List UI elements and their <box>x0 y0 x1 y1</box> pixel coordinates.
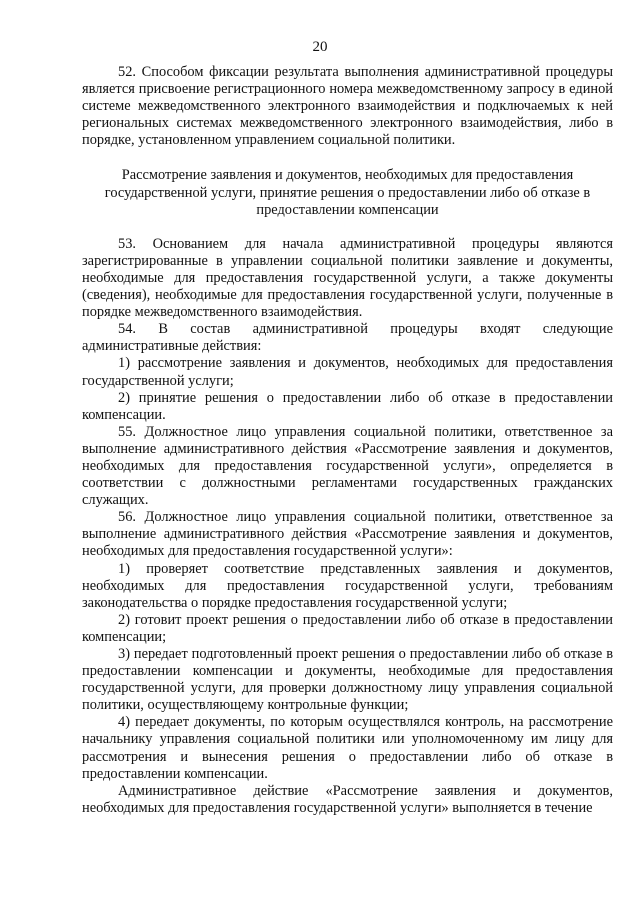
paragraph-56-item-1: 1) проверяет соответствие представленных заявления и документов, необходимых для предоставления государственной услуги, требованиям законодательства о порядке предоставления государственной услуги; <box>82 560 613 611</box>
paragraph-54-item-1: 1) рассмотрение заявления и документов, необходимых для предоставления государственной услуги; <box>82 355 613 389</box>
page-number: 20 <box>312 39 328 55</box>
paragraph-56-item-2: 2) готовит проект решения о предоставлении либо об отказе в предоставлении компенсации; <box>82 611 613 645</box>
paragraph-54-item-2: 2) принятие решения о предоставлении либо об отказе в предоставлении компенсации. <box>82 389 613 423</box>
paragraph-55: 55. Должностное лицо управления социальной политики, ответственное за выполнение административного действия «Рассмотрение заявления и документов, необходимых для предоставления государственной услуги», определяется в соответствии с должностными регламентами государственных гражданских служащих. <box>82 423 613 509</box>
paragraph-closing: Административное действие «Рассмотрение заявления и документов, необходимых для предоставления государственной услуги» выполняется в течение <box>82 782 613 816</box>
paragraph-53: 53. Основанием для начала административной процедуры являются зарегистрированные в управлении социальной политики заявление и документы, необходимые для предоставления государственной услуги, а также документы (сведения), необходимые для предоставления государственной услуги, полученные в порядке межведомственного взаимодействия. <box>82 235 613 321</box>
paragraph-54: 54. В состав административной процедуры входят следующие административные действия: <box>82 321 613 355</box>
document-body <box>82 64 613 817</box>
paragraph-56-item-4: 4) передает документы, по которым осуществлялся контроль, на рассмотрение начальнику управления социальной политики или уполномоченному им лицу для рассмотрения и вынесения решения о предоставлении либо об отказе в предоставлении компенсации. <box>82 714 613 782</box>
section-heading: Рассмотрение заявления и документов, необходимых для предоставления государственной услуги, принятие решения о предоставлении либо об отказе в предоставлении компенсации <box>104 167 591 218</box>
paragraph-56-item-3: 3) передает подготовленный проект решения о предоставлении либо об отказе в предоставлении компенсации и документы, необходимые для предоставления государственной услуги, для проверки должностному лицу управления социальной политики, осуществляющему контрольные функции; <box>82 646 613 714</box>
paragraph-56: 56. Должностное лицо управления социальной политики, ответственное за выполнение административного действия «Рассмотрение заявления и документов, необходимых для предоставления государственной услуги»: <box>82 509 613 560</box>
paragraph-52: 52. Способом фиксации результата выполнения административной процедуры является присвоение регистрационного номера межведомственному запросу в единой системе межведомственного электронного взаимодействия и подключаемых к ней региональных системах межведомственного электронного взаимодействия, либо в порядке, установленном управлением социальной политики. <box>82 64 613 149</box>
